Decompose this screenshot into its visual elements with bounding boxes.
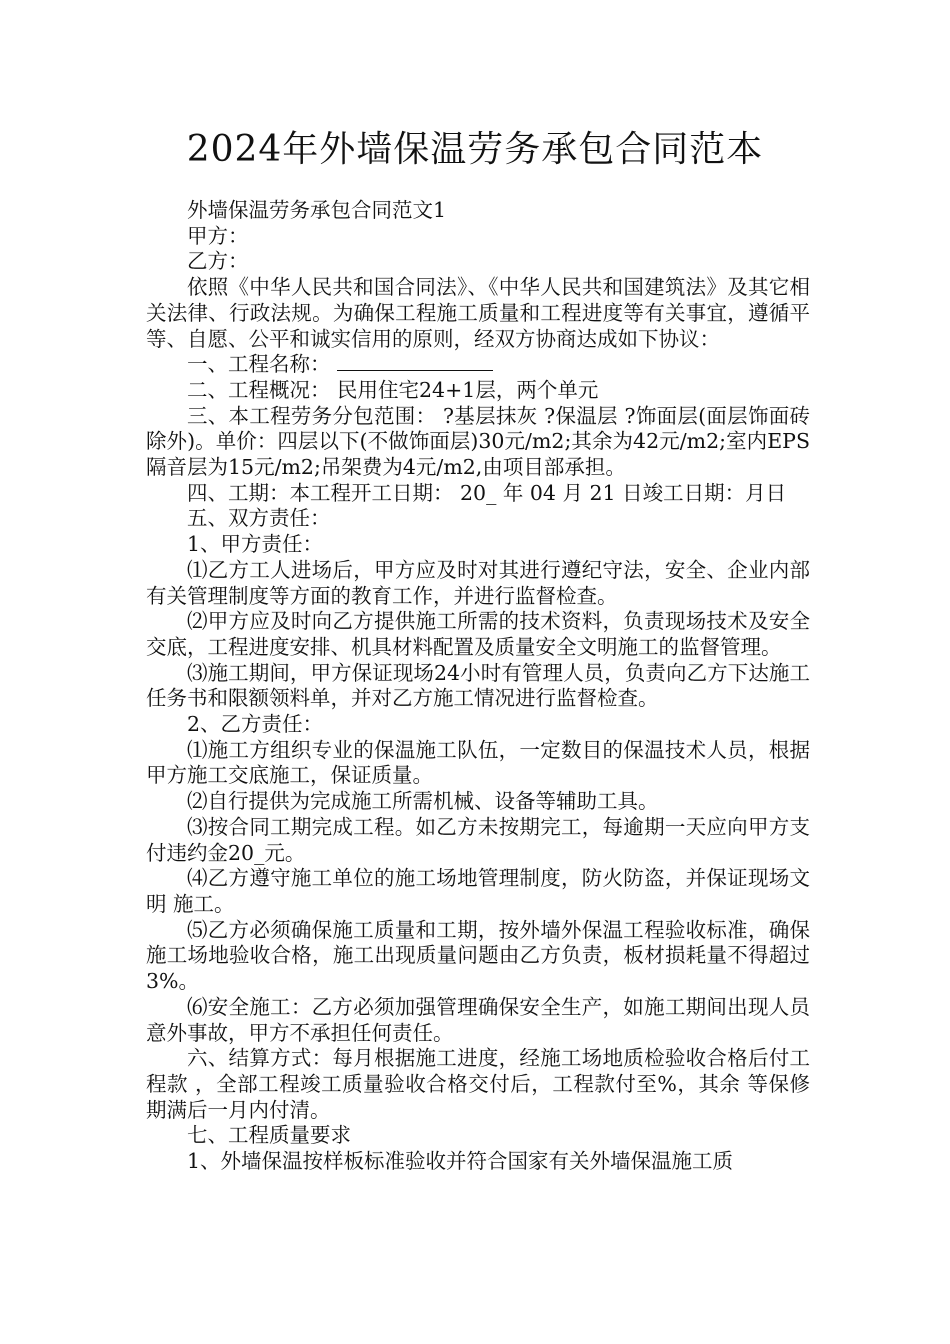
party-b-responsibility-heading: 2、乙方责任：: [187, 712, 324, 737]
party-a-responsibility-heading: 1、甲方责任：: [187, 532, 324, 557]
project-name-blank: [337, 352, 493, 371]
project-overview-line: 二、工程概况： 民用住宅24+1层，两个单元: [187, 377, 599, 402]
party-a-responsibility-item: ⑵甲方应及时向乙方提供施工所需的技术资料，负责现场技术及安全交底，工程进度安排、机具材料配置及质量安全文明施工的监督管理。: [146, 609, 810, 659]
document-title: 2024年外墙保温劳务承包合同范本: [186, 129, 764, 170]
party-b-responsibility-item: ⑶按合同工期完成工程。如乙方未按期完工，每逾期一天应向甲方支付违约金20_元。: [146, 814, 810, 865]
quality-item: 1、外墙保温按样板标准验收并符合国家有关外墙保温施工质: [187, 1149, 734, 1174]
document-body: [146, 198, 810, 1175]
party-b-responsibility-item: ⑹安全施工：乙方必须加强管理确保安全生产，如施工期间出现人员意外事故，甲方不承担任何责任。: [146, 994, 810, 1045]
party-a-responsibility-item: ⑶施工期间，甲方保证现场24小时有管理人员，负责向乙方下达施工任务书和限额领料单，并对乙方施工情况进行监督检查。: [146, 660, 810, 711]
party-a-responsibility-item: ⑴乙方工人进场后，甲方应及时对其进行遵纪守法，安全、企业内部有关管理制度等方面的教育工作，并进行监督检查。: [146, 557, 810, 608]
party-b-responsibility-item: ⑵自行提供为完成施工所需机械、设备等辅助工具。: [187, 789, 659, 814]
schedule-paragraph: 四、工期：本工程开工日期： 20_ 年 04 月 21 日竣工日期：月日: [187, 480, 787, 505]
settlement-paragraph: 六、结算方式：每月根据施工进度，经施工场地质检验收合格后付工程款 ，全部工程竣工质量验收合格交付后，工程款付至%，其余 等保修期满后一月内付清。: [146, 1046, 810, 1122]
party-a-line: 甲方：: [187, 223, 249, 248]
party-b-responsibility-item: ⑷乙方遵守施工单位的施工场地管理制度，防火防盗，并保证现场文明 施工。: [146, 866, 810, 916]
quality-heading: 七、工程质量要求: [187, 1123, 351, 1148]
responsibilities-heading: 五、双方责任：: [187, 506, 331, 531]
project-name-label: 一、工程名称：: [187, 352, 331, 377]
intro-paragraph: 依照《中华人民共和国合同法》、《中华人民共和国建筑法》及其它相关法律、行政法规。为确保工程施工质量和工程进度等有关事宜，遵循平等、自愿、公平和诚实信用的原则，经双方协商达成如下协议：: [146, 275, 810, 351]
project-name-line: [146, 352, 810, 378]
scope-paragraph: 三、本工程劳务分包范围： ?基层抹灰 ?保温层 ?饰面层(面层饰面砖除外)。单价：四层以下(不做饰面层)30元/m2;其余为42元/m2;室内EPS隔音层为15元/m2;吊架费为4元/m2,由项目部承担。: [146, 403, 810, 480]
contract-heading: 外墙保温劳务承包合同范文1: [187, 198, 447, 222]
party-b-responsibility-item: ⑴施工方组织专业的保温施工队伍，一定数目的保温技术人员，根据甲方施工交底施工，保证质量。: [146, 737, 810, 788]
party-b-line: 乙方：: [187, 249, 249, 274]
party-b-responsibility-item: ⑸乙方必须确保施工质量和工期，按外墙外保温工程验收标准，确保施工场地验收合格，施工出现质量问题由乙方负责，板材损耗量不得超过3%。: [146, 917, 810, 994]
